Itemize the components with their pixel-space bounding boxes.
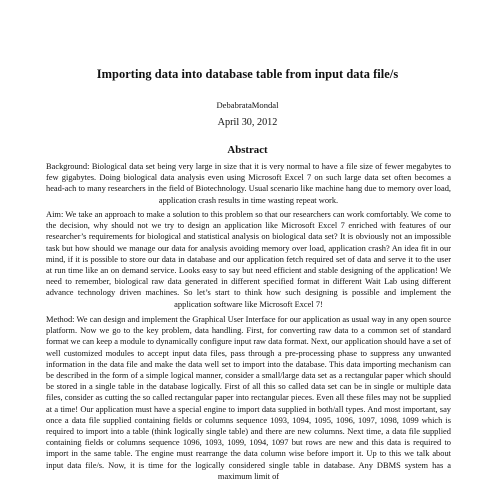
abstract-paragraph-method: Method: We can design and implement the Graphical User Interface for our application as usual way in any open source platform. Now we go to the key problem, data handling. First, for converting raw data to a common set of standard format we can keep a module to dynamically configure input raw data format. Next, our application should have a set of well customized modules to accept input data files, pass through a pre-processing phase to suppress any unwanted information in the data file and make the data well set to import into the database. This data importing mechanism can be described in the form of a simple logical manner, consider a small/large data set as a rectangular paper which should be stored in a single table in the database logically. First of all this so called data set can be in single or multiple data files, consider as cutting the so called rectangular paper into rectangular pieces. Even all these files may not be supplied at a time! Our application must have a special engine to import data supplied in both/all types. And most important, say once a data file supplied containing fields or columns sequence 1093, 1094, 1095, 1096, 1097, 1098, 1099 which is required to import into a table (think logically single table) and there are new columns. Next time, a data file supplied containing fields or columns sequence 1096, 1093, 1099, 1094, 1097 but rows are new and this data is required to import in the same table. The engine must rearrange the data column wise before import it. Up to this we talk about input data file/s. Now, it is time for the logically considered single table in database. Any DBMS system has a maximum limit of xyxy=(46,314,451,481)
abstract-paragraph-aim: Aim: We take an approach to make a solution to this problem so that our researchers can work comfortably. We come to the decision, why should not we try to design an application like Microsoft Excel 7 enriched with features of our researcher’s requirements for biological and statistical analysis on biological data set? It is obviously not an impossible task but how should we manage our data for analysis avoiding memory over load, application crash? An idea fit in our mind, if it is possible to store our data in database and our application fetch required set of data and serve it to the user at run time like an on demand service. Looks easy to say but need efficient and stable designing of the application! We need to remember, biological raw data generated in different specified format in different Wait Lab using different advance technology driven machines. So let’s start to think how such designing is possible and implement the application software like Microsoft Excel 7! xyxy=(46,209,451,309)
paper-title: Importing data into database table from input data file/s xyxy=(96,67,399,81)
abstract-paragraph-background: Background: Biological data set being very large in size that it is very normal to have a file size of fewer megabytes to few gigabytes. Doing biological data analysis even using Microsoft Excel 7 on such large data set often becomes a head-ach to many researchers in the field of Biotechnology. Usual scenario like machine hang due to memory over load, application crash results in time wasting repeat work. xyxy=(46,161,451,205)
author-name: DebabrataMondal xyxy=(216,100,279,110)
abstract-heading: Abstract xyxy=(227,144,268,156)
publication-date: April 30, 2012 xyxy=(217,117,278,128)
